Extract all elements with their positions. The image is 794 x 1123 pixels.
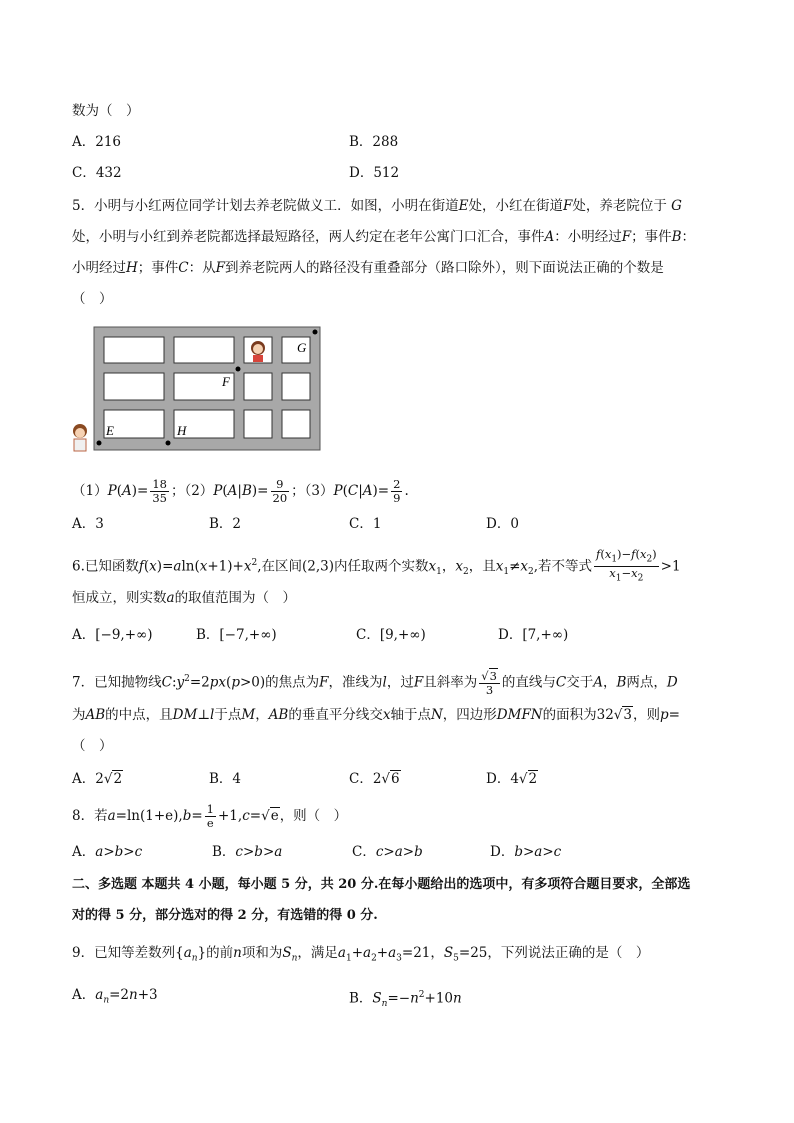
q5-option-d[interactable]: D．0: [486, 516, 519, 532]
q7-option-b[interactable]: B．4: [209, 771, 242, 787]
q5-line-4: （ ）: [72, 291, 113, 307]
label-e: E: [106, 423, 114, 438]
q7-option-a[interactable]: A．2√2: [72, 771, 123, 787]
q5-statements: （1）P(A)= $\frac{18}{35}$ ；（2）P(A|B)= $\frac{9}{20}$ ；（3）P(C|A)= $\frac{2}{9}$ .: [72, 477, 409, 505]
q8-option-d[interactable]: D．b>a>c: [490, 844, 562, 860]
q4-option-b[interactable]: B．288: [349, 134, 399, 150]
label-f: F: [222, 374, 230, 389]
q5-option-a[interactable]: A．3: [72, 516, 104, 532]
street-grid-figure: [70, 324, 330, 459]
boy-icon: [73, 424, 87, 451]
q6-line-1: 6.已知函数$f(x)=aln(x+1)+x^2$,在区间(2,3)内任取两个实数$x_1$，$x_2$，且$x_1\ne x_2$,若不等式 $\frac{f(x_1)-f(x_2)}{x_1-x_2}$ >1: [72, 547, 681, 584]
q9-option-b[interactable]: B．$S_n=-n^2+10n$: [349, 990, 462, 1010]
q5-line-2: 处，小明与小红到养老院都选择最短路径，两人约定在老年公寓门口汇合，事件A：小明经过F；事件B：: [72, 229, 696, 245]
label-g: G: [297, 340, 307, 355]
q7-option-c[interactable]: C．2√6: [349, 771, 400, 787]
q8-line-1: 8．若a=ln(1+e),b= $\frac{1}{e}$ +1,c=√e，则（ ）: [72, 802, 348, 830]
q4-option-a[interactable]: A．216: [72, 134, 122, 150]
q6-option-c[interactable]: C．[9,+∞): [356, 627, 426, 643]
q6-option-b[interactable]: B．[−7,+∞): [196, 627, 277, 643]
q9-line-1: 9．已知等差数列$\{a_n\}$的前n项和为$S_n$，满足$a_1+a_2+a_3=21$，$S_5=25$，下列说法正确的是（ ）: [72, 945, 650, 964]
q5-option-c[interactable]: C．1: [349, 516, 382, 532]
q5-line-1: 5．小明与小红两位同学计划去养老院做义工．如图，小明在街道E处，小红在街道F处，养老院位于 G: [72, 198, 682, 214]
q8-option-b[interactable]: B．c>b>a: [212, 844, 283, 860]
q6-line-2: 恒成立，则实数a的取值范围为（ ）: [72, 590, 297, 606]
q6-option-d[interactable]: D．[7,+∞): [498, 627, 569, 643]
q8-option-c[interactable]: C．c>a>b: [352, 844, 423, 860]
section-2-heading: 二、多选题 本题共 4 小题，每小题 5 分，共 20 分.在每小题给出的选项中，有多项符合题目要求，全部选: [72, 877, 691, 892]
q8-option-a[interactable]: A．a>b>c: [72, 844, 143, 860]
q4-tail: 数为（ ）: [72, 103, 140, 119]
q6-option-a[interactable]: A．[−9,+∞): [72, 627, 153, 643]
q4-option-c[interactable]: C．432: [72, 165, 122, 181]
q9-option-a[interactable]: A．$a_n=2n+3$: [72, 987, 158, 1006]
q7-option-d[interactable]: D．4√2: [486, 771, 538, 787]
q7-line-3: （ ）: [72, 738, 113, 754]
q7-line-1: 7．已知抛物线$C:y^2=2px(p>0)$的焦点为F，准线为l，过F且斜率为 $\frac{√3}{3}$ 的直线与C交于A，B两点，D: [72, 668, 678, 697]
q4-option-d[interactable]: D．512: [349, 165, 400, 181]
q5-line-3: 小明经过H；事件C：从F到养老院两人的路径没有重叠部分（路口除外），则下面说法正确的个数是: [72, 260, 664, 276]
girl-icon: [251, 341, 265, 362]
section-2-heading-cont: 对的得 5 分，部分选对的得 2 分，有选错的得 0 分.: [72, 908, 378, 923]
q7-line-2: 为AB的中点，且DM⊥l于点M，AB的垂直平分线交x轴于点N，四边形DMFN的面积为32√3，则p=: [72, 707, 680, 723]
q5-option-b[interactable]: B．2: [209, 516, 242, 532]
label-h: H: [177, 423, 187, 438]
